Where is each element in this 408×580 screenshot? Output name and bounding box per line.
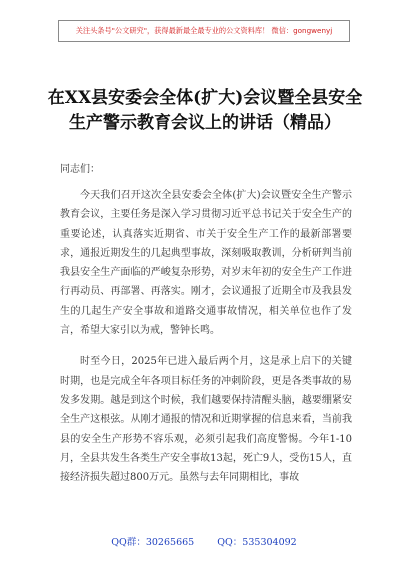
paragraph: 时至今日，2025年已进入最后两个月，这是承上启下的关键时期，也是完成全年各项目标任务的冲刺阶段，更是各类事故的易发多发期。越是到这个时候，我们越要保持清醒头脑，越要绷紧安全生产这根弦。从刚才通报的情况和近期掌握的信息来看，当前我县的安全生产形势不容乐观，必须引起我们高度警惕。今年1-10月，全县共发生各类生产安全事故13起，死亡9人，受伤15人，直接经济损失超过800万元。虽然与去年同期相比，事故 [60,356,352,484]
footer-contact [0,534,408,548]
footer-qq: QQ：535304092 [217,537,297,548]
document-body [60,186,352,499]
paragraph: 今天我们召开这次全县安委会全体(扩大)会议暨安全生产警示教育会议，主要任务是深入学习贯彻习近平总书记关于安全生产的重要论述，认真落实近期省、市关于安全生产工作的最新部署要求，通报近期发生的几起典型事故，深刻吸取教训，分析研判当前我县安全生产面临的严峻复杂形势，对岁末年初的安全生产工作进行再动员、再部署、再落实。刚才，会议通报了近期全市及我县发生的几起生产安全事故和道路交通事故情况，相关单位也作了发言，希望大家引以为戒，警钟长鸣。 [60,190,352,337]
promo-banner: 关注头条号"公文研究"，获得最新最全最专业的公文资料库！ 微信：gongwenyj [58,20,350,42]
footer-qq-group: QQ群：30265665 [111,537,195,548]
salutation: 同志们： [60,164,100,175]
document-title: 在XX县安委会全体(扩大)会议暨全县安全生产警示教育会议上的讲话（精品） [47,88,363,133]
